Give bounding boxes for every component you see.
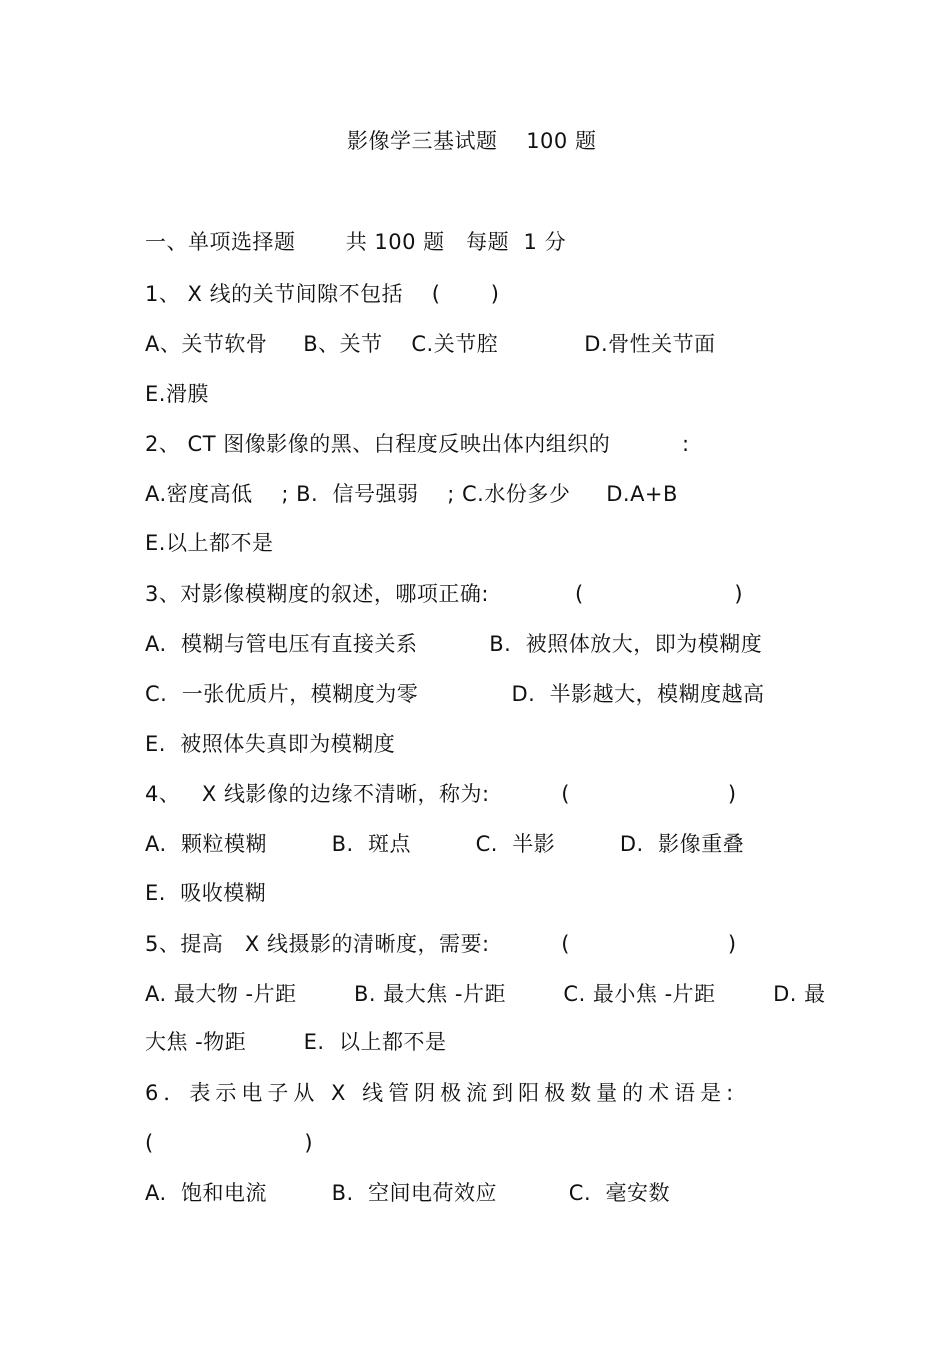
question-3-options-ab: A. 模糊与管电压有直接关系 B. 被照体放大，即为模糊度	[145, 632, 763, 656]
question-3: 3、对影像模糊度的叙述，哪项正确: ( )	[145, 582, 744, 606]
question-4-option-e: E. 吸收模糊	[145, 881, 267, 905]
question-3-option-e: E. 被照体失真即为模糊度	[145, 732, 396, 756]
question-2-options: A.密度高低 ; B. 信号强弱 ; C.水份多少 D.A+B	[145, 482, 678, 506]
question-5: 5、提高 X 线摄影的清晰度，需要: ( )	[145, 932, 737, 956]
question-6: 6．表示电子从 X 线管阴极流到阳极数量的术语是:	[145, 1081, 739, 1105]
section-heading: 一、单项选择题 共 100 题 每题 1 分	[145, 230, 567, 254]
question-1-options: A、关节软骨 B、关节 C.关节腔 D.骨性关节面	[145, 332, 716, 356]
question-2-option-e: E.以上都不是	[145, 531, 274, 555]
question-4-options: A. 颗粒模糊 B. 斑点 C. 半影 D. 影像重叠	[145, 832, 745, 856]
document-title: 影像学三基试题 100 题	[347, 129, 597, 153]
question-6-answer-blank: ( )	[145, 1131, 314, 1155]
question-5-options-continued: 大焦 -物距 E. 以上都不是	[145, 1030, 447, 1054]
question-4: 4、 X 线影像的边缘不清晰，称为: ( )	[145, 782, 737, 806]
question-5-options: A. 最大物 -片距 B. 最大焦 -片距 C. 最小焦 -片距 D. 最	[145, 982, 826, 1006]
question-6-options: A. 饱和电流 B. 空间电荷效应 C. 毫安数	[145, 1181, 670, 1205]
question-3-options-cd: C. 一张优质片，模糊度为零 D. 半影越大，模糊度越高	[145, 682, 765, 706]
question-2: 2、 CT 图像影像的黑、白程度反映出体内组织的 :	[145, 432, 690, 456]
question-1-option-e: E.滑膜	[145, 382, 209, 406]
question-1: 1、 X 线的关节间隙不包括 ( )	[145, 282, 500, 306]
